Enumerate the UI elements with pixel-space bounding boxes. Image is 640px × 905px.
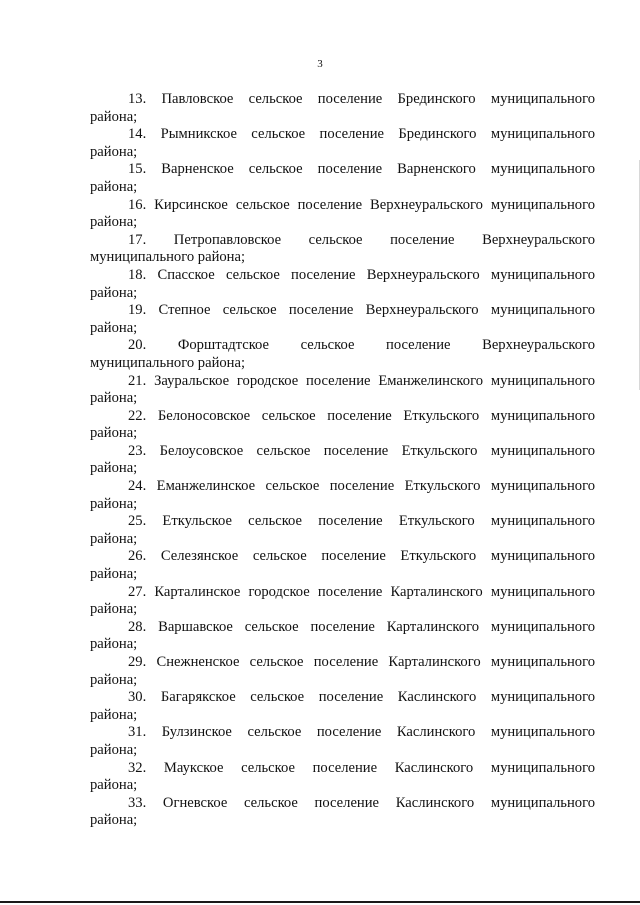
list-item-text: 28. Варшавское сельское поселение Карталинского муниципального <box>128 618 595 635</box>
list-item <box>90 654 595 689</box>
list-item-continuation: района; <box>90 390 138 407</box>
list-item-text: 20. Форштадтское сельское поселение Верхнеуральского <box>128 337 595 354</box>
list-item <box>90 302 595 337</box>
list-item <box>90 513 595 548</box>
list-item-text: 18. Спасское сельское поселение Верхнеуральского муниципального <box>128 266 595 283</box>
list-item-text: 32. Маукское сельское поселение Каслинского муниципального <box>128 759 595 776</box>
list-item-text: 14. Рымникское сельское поселение Брединского муниципального <box>128 126 595 143</box>
list-item-continuation: района; <box>90 530 138 547</box>
list-item-continuation: района; <box>90 671 138 688</box>
list-item-text: 29. Снежненское сельское поселение Карталинского муниципального <box>128 654 595 670</box>
list-item-text: 21. Зауральское городское поселение Еманжелинского муниципального <box>128 372 595 389</box>
list-item-continuation: муниципального района; <box>90 354 246 371</box>
list-item <box>90 478 595 513</box>
list-item-text: 22. Белоносовское сельское поселение Еткульского муниципального <box>128 407 595 424</box>
list-item-text: 25. Еткульское сельское поселение Еткульского муниципального <box>128 513 595 530</box>
list-item <box>90 584 595 619</box>
list-item-continuation: района; <box>90 214 138 231</box>
list-item <box>90 548 595 583</box>
list-item <box>90 267 595 302</box>
list-item <box>90 126 595 161</box>
list-item-continuation: района; <box>90 636 138 653</box>
list-item-text: 30. Багарякское сельское поселение Каслинского муниципального <box>128 689 595 706</box>
list-item-continuation: района; <box>90 777 138 794</box>
list-item-text: 23. Белоусовское сельское поселение Еткульского муниципального <box>128 442 595 459</box>
list-item-text: 17. Петропавловское сельское поселение Верхнеуральского <box>128 231 595 248</box>
list-item-continuation: района; <box>90 812 138 829</box>
list-item <box>90 443 595 478</box>
list-item-text: 16. Кирсинское сельское поселение Верхнеуральского муниципального <box>128 196 595 213</box>
list-item-continuation: района; <box>90 108 138 125</box>
list-item-text: 15. Варненское сельское поселение Варненского муниципального <box>128 161 595 178</box>
settlement-list <box>90 91 595 830</box>
list-item-continuation: района; <box>90 706 138 723</box>
list-item-text: 24. Еманжелинское сельское поселение Еткульского муниципального <box>128 478 595 495</box>
list-item-text: 19. Степное сельское поселение Верхнеуральского муниципального <box>128 302 595 319</box>
list-item-text: 13. Павловское сельское поселение Брединского муниципального <box>128 91 595 107</box>
list-item-text: 31. Булзинское сельское поселение Каслинского муниципального <box>128 724 595 741</box>
list-item <box>90 337 595 372</box>
list-item-continuation: района; <box>90 284 138 301</box>
list-item-continuation: района; <box>90 460 138 477</box>
list-item-continuation: района; <box>90 178 138 195</box>
list-item <box>90 689 595 724</box>
list-item-text: 26. Селезянское сельское поселение Еткульского муниципального <box>128 548 595 565</box>
list-item-continuation: района; <box>90 601 138 618</box>
list-item <box>90 232 595 267</box>
list-item <box>90 760 595 795</box>
list-item-continuation: района; <box>90 425 138 442</box>
list-item-continuation: района; <box>90 319 138 336</box>
list-item <box>90 373 595 408</box>
list-item <box>90 724 595 759</box>
list-item <box>90 619 595 654</box>
list-item-continuation: района; <box>90 566 138 583</box>
list-item-continuation: муниципального района; <box>90 249 246 266</box>
list-item-continuation: района; <box>90 143 138 160</box>
list-item-continuation: района; <box>90 741 138 758</box>
list-item-continuation: района; <box>90 495 138 512</box>
page-number: 3 <box>317 58 323 70</box>
list-item <box>90 197 595 232</box>
list-item <box>90 408 595 443</box>
list-item <box>90 91 595 126</box>
list-item <box>90 795 595 830</box>
list-item-text: 33. Огневское сельское поселение Каслинского муниципального <box>128 794 595 811</box>
list-item <box>90 161 595 196</box>
list-item-text: 27. Карталинское городское поселение Карталинского муниципального <box>128 583 595 600</box>
scan-bottom-edge <box>0 901 640 903</box>
